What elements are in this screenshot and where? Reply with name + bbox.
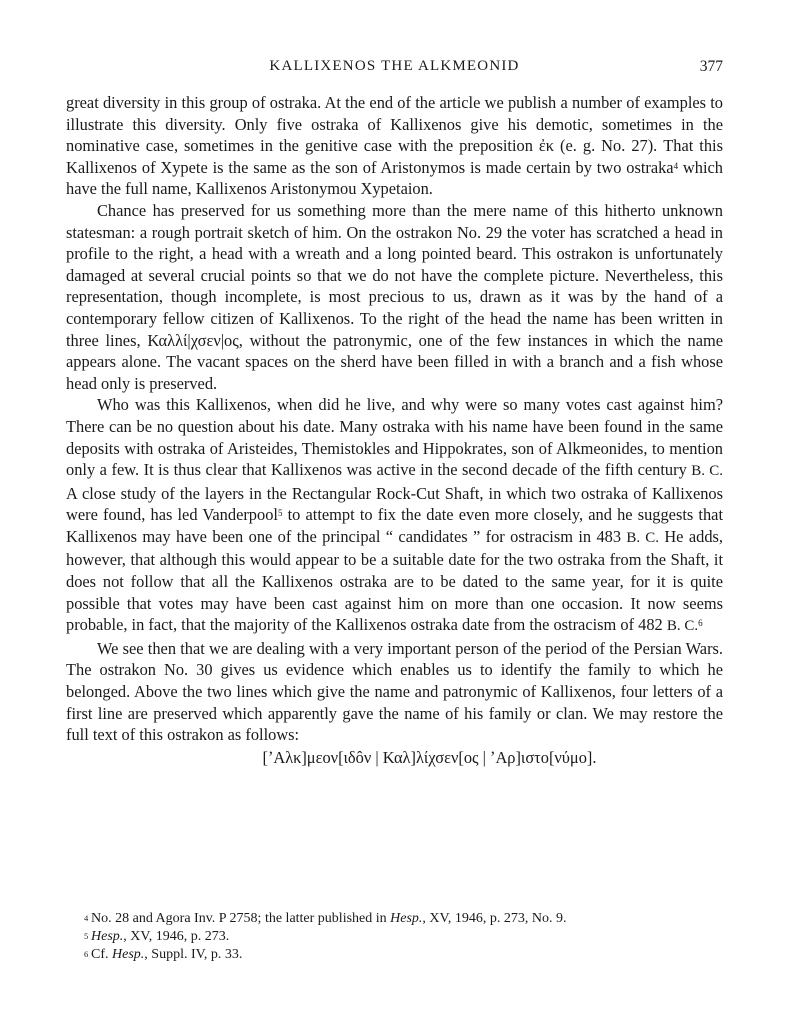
footnote-text: Cf.: [91, 947, 112, 962]
journal-abbrev: Hesp.: [390, 911, 423, 926]
journal-abbrev: Hesp.: [112, 947, 145, 962]
footnote-ref-6: 6: [698, 618, 703, 629]
footnote-text: , XV, 1946, p. 273, No. 9.: [422, 911, 567, 926]
footnote-text: , XV, 1946, p. 273.: [123, 929, 230, 944]
running-head: KALLIXENOS THE ALKMEONID: [269, 58, 520, 74]
footnote-text: No. 28 and Agora Inv. P 2758; the latter published in: [91, 911, 391, 926]
paragraph-text: Who was this Kallixenos, when did he live, and why were so many votes cast against him? There can be no question about his date. Many ostraka with his name have been found in the same deposits with ostraka of Aristeides, Themistokles and Hippokrates, son of Alkmeonides, to mention only a few. It is thus clear that Kallixenos was active in the second decade of the fifth century: [66, 395, 723, 480]
paragraph-text: which have the full name, Kallixenos Aristonymou Xypetaion.: [66, 157, 723, 199]
paragraph-text: He adds, however, that although this would appear to be a suitable date for the two ostraka from the Shaft, it does not follow that all the Kallixenos ostraka are to be dated to the same year, for it is quite possible that votes may have been cast against him on more than one occasion. It now seems probable, in fact, that the majority of the Kallixenos ostraka date from the ostracism of 482: [66, 526, 723, 635]
page-number: 377: [699, 58, 723, 75]
footnotes: [66, 910, 723, 964]
paragraph-text: great diversity in this group of ostraka. At the end of the article we publish a number of examples to illustrate this diversity. Only five ostraka of Kallixenos give his demotic, sometimes in the nominative case, sometimes in the genitive case with the preposition ἐκ (e. g. No. 27). That this Kallixenos of Xypete is the same as the son of Aristonymos is made certain by two ostraka: [66, 93, 723, 177]
footnote-text: , Suppl. IV, p. 33.: [144, 947, 243, 962]
paragraph-1: [66, 92, 723, 200]
footnote-mark: 5: [84, 931, 89, 941]
article-body: [66, 92, 723, 769]
footnote-4: [66, 910, 723, 928]
footnote-6: [66, 946, 723, 964]
ostrakon-restoration: [ʼΑλκ]μεον[ιδôν | Καλ]λίχσεν[ος | ʼΑρ]ιστο[νύμο].: [262, 747, 597, 767]
paragraph-3: [66, 394, 723, 638]
paragraph-2: Chance has preserved for us something more than the mere name of this hitherto unknown statesman: a rough portrait sketch of him. On the ostrakon No. 29 the voter has scratched a head in profile to the right, a head with a wreath and a long pointed beard. This ostrakon is unfortunately damaged at several crucial points so that we do not have the complete picture. Nevertheless, this representation, though incomplete, is most precious to us, drawn as it was by the hand of a contemporary fellow citizen of Kallixenos. To the right of the head the name has been written in three lines, Καλλί|χσεν|ος, without the patronymic, one of the few instances in which the name appears alone. The vacant spaces on the sherd have been filled in with a branch and a fish whose head only is preserved.: [66, 200, 723, 393]
footnote-mark: 4: [84, 913, 89, 923]
footnote-ref-5: 5: [277, 508, 283, 519]
footnote-mark: 6: [84, 949, 89, 959]
era-abbrev: B. C.: [691, 463, 723, 480]
era-abbrev: B. C.: [666, 618, 699, 635]
era-abbrev: B. C.: [626, 529, 659, 546]
paragraph-text: A close study of the layers in the Rectangular Rock-Cut Shaft, in which two ostraka of Kallixenos were found, has led Vanderpool: [66, 483, 723, 525]
journal-abbrev: Hesp.: [91, 929, 124, 944]
page-header: [66, 58, 723, 80]
footnote-ref-4: 4: [673, 160, 679, 171]
footnote-5: [66, 928, 723, 946]
paragraph-4: We see then that we are dealing with a very important person of the period of the Persian Wars. The ostrakon No. 30 gives us evidence which enables us to identify the family to which he belonged. Above the two lines which give the name and patronymic of Kallixenos, four letters of a first line are preserved which apparently gave the name of his family or clan. We may restore the full text of this ostrakon as follows:: [66, 638, 723, 745]
paragraph-text: to attempt to fix the date even more closely, and he suggests that Kallixenos may have been one of the principal “ candidates ” for ostracism in 483: [66, 505, 724, 546]
